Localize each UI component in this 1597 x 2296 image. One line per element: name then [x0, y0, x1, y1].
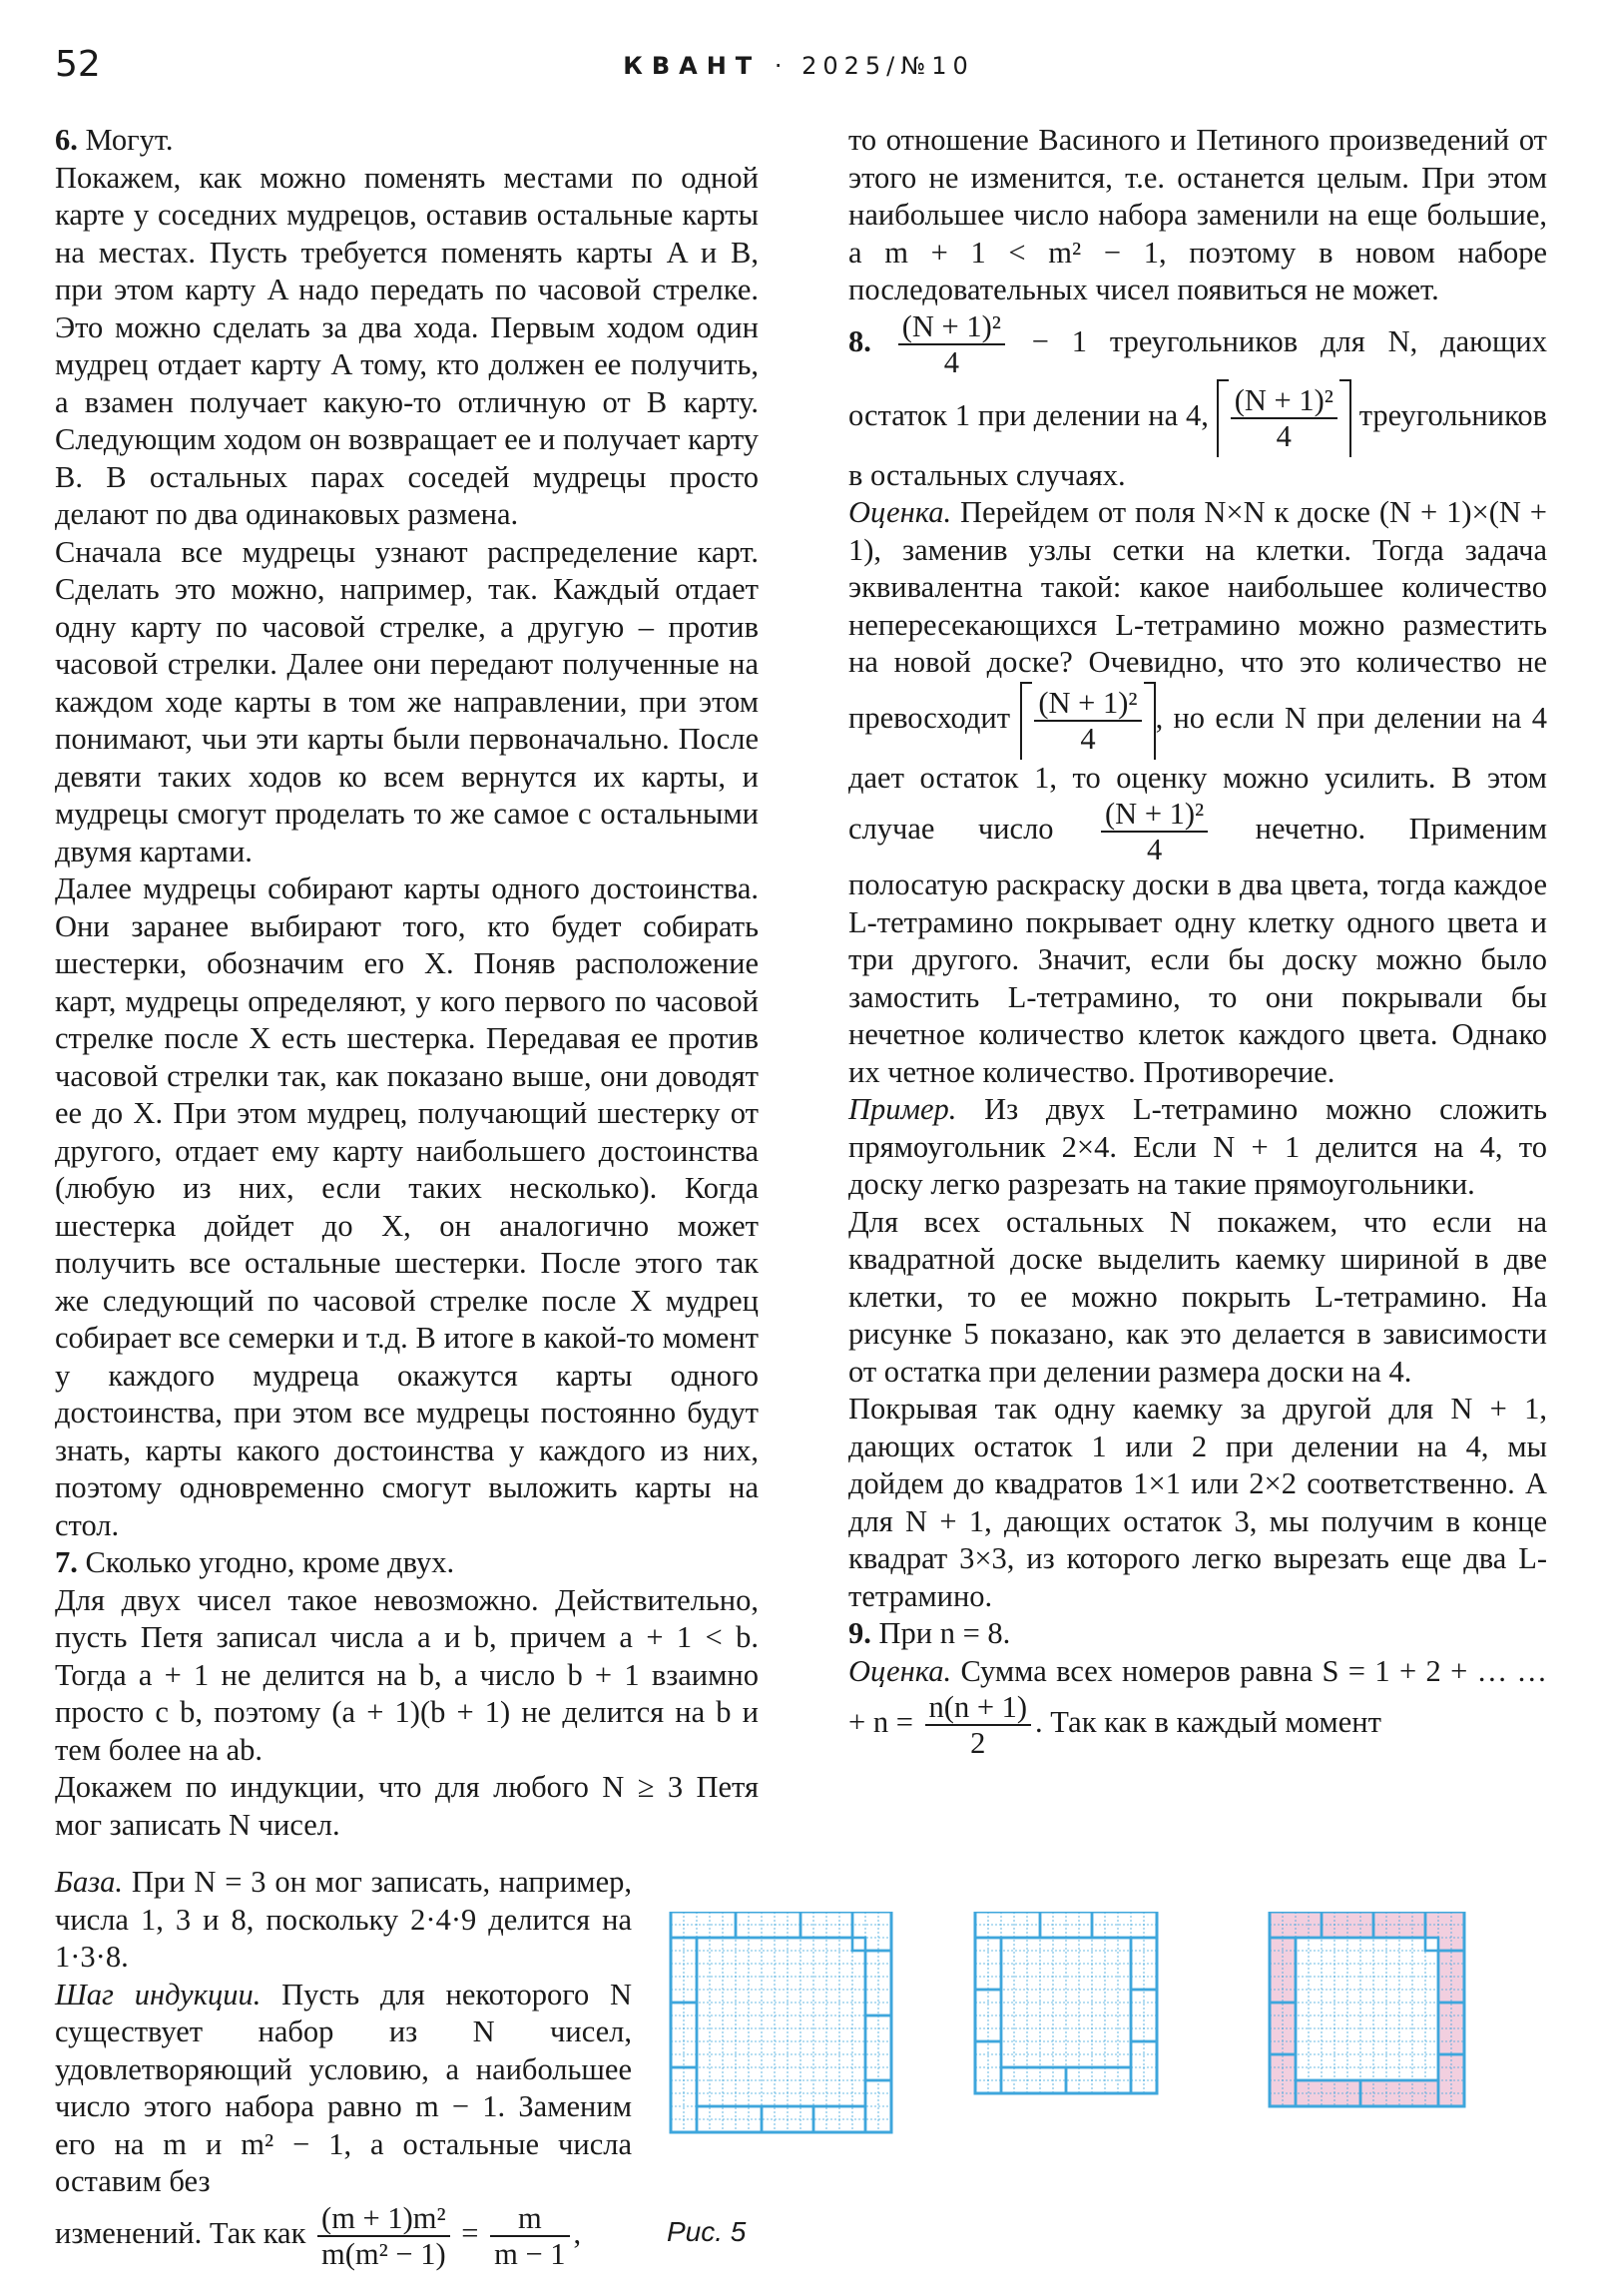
page-number: 52 — [55, 44, 101, 85]
fraction-denominator: m − 1 — [494, 2236, 566, 2271]
answer-6 — [55, 122, 759, 160]
paragraph-text: нечетно. Применим полосатую раскраску доски в два цвета, тогда каждое L-тетрамино покрывает одну клетку одного цвета и три другого. Значит, если бы доску можно было замостить L-тетрамино, то они покрывали бы нечетное количество клеток каждого цвета. Однако их четное количество. Противоречие. — [848, 812, 1548, 1089]
left-column-narrow — [55, 1864, 632, 2271]
figure-caption: Рис. 5 — [667, 2216, 747, 2247]
paragraph — [848, 1653, 1547, 1761]
fraction — [1231, 383, 1337, 453]
left-column — [55, 122, 759, 1844]
fraction — [898, 309, 1005, 379]
answer-7 — [55, 1544, 759, 1582]
term-label: Шаг индукции. — [55, 1977, 262, 2011]
floor-bracket — [1020, 682, 1155, 760]
answer-label: 9. — [848, 1616, 871, 1650]
fraction — [317, 2201, 450, 2271]
fraction-denominator: 4 — [1146, 833, 1163, 866]
paragraph — [55, 2201, 632, 2271]
paragraph: Сначала все мудрецы узнают распределение карт. Сделать это можно, например, так. Каждый отдает одну карту по часовой стрелке, а другую – против часовой стрелки. Далее они передают полученные на каждом ходе карты в том же направлении, при этом понимают, чьи эти карты были первоначально. После девяти таких ходов ко всем вернутся их карты, и мудрецы смогут проделать то же самое с остальными двумя картами. — [55, 534, 759, 868]
fraction-numerator: n(n + 1) — [925, 1690, 1032, 1726]
paragraph-text: Пусть для некоторого N существует набор из N чисел, удовлетворяющий условию, а наибольшее число этого набора равно m − 1. Заменим его на m и m² − 1, а остальные числа оставим без — [55, 1977, 633, 2198]
equals-sign: = — [453, 2215, 487, 2250]
fraction-numerator: (N + 1)² — [1231, 383, 1337, 419]
punctuation: , — [573, 2215, 582, 2250]
fraction-numerator: (N + 1)² — [1034, 686, 1141, 722]
paragraph-text: Из двух L-тетрамино можно сложить прямоугольник 2×4. Если N + 1 делится на 4, то доску легко разрезать на такие прямоугольники. — [848, 1092, 1547, 1201]
paragraph-text: Сумма всех номеров равна S = 1 + 2 + … … + n = — [848, 1653, 1547, 1739]
paragraph-text: − 1 треугольников для N, дающих остаток 1 при делении на 4, — [848, 323, 1547, 432]
fraction — [490, 2201, 569, 2271]
board-border — [1270, 1912, 1464, 2106]
fraction-denominator: 4 — [1276, 418, 1292, 453]
tetromino-outline — [852, 1912, 891, 1951]
fraction-numerator: (N + 1)² — [898, 309, 1005, 345]
paragraph-text: Перейдем от поля N×N к доске (N + 1)×(N + 1), заменив узлы сетки на клетки. Тогда задача эквивалентна такой: какое наибольшее количество непересекающихся L-тетрамино можно разместить на новой доске? Очевидно, что это количество не превосходит — [848, 495, 1547, 735]
paragraph-text: треугольников в остальных случаях. — [848, 397, 1547, 492]
tetromino-outline — [1296, 1938, 1438, 2080]
term-label: Оценка. — [848, 495, 952, 529]
answer-label: 6. — [55, 123, 78, 157]
board-mod-2 — [975, 1912, 1157, 2093]
answer-headline: При n = 8. — [870, 1616, 1011, 1650]
answer-label: 7. — [55, 1545, 78, 1579]
term-label: База. — [55, 1865, 124, 1899]
board-mod-3 — [1270, 1912, 1464, 2106]
paragraph: Для всех остальных N покажем, что если на квадратной доске выделить каемку шириной в две клетки, то ее можно покрыть L-тетрамино. На рисунке 5 показано, как это делается в зависимости от остатка при делении размера доски на 4. — [848, 1204, 1547, 1389]
issue-number: · 2025/№10 — [774, 52, 974, 80]
paragraph: Далее мудрецы собирают карты одного достоинства. Они заранее выбирают того, кто будет собирать шестерки, обозначим его X. Поняв расположение карт, мудрецы определяют, у кого первого по часовой стрелке после X есть шестерка. Передавая ее против часовой стрелки так, как показано выше, они доводят ее до X. При этом мудрец, получающий шестерку от другого, отдает ему карту наибольшего достоинства (любую из них, если таких несколько). Когда шестерка дойдет до X, он аналогично может получить все остальные шестерки. После этого так же следующий по часовой стрелке после X мудрец собирает все семерки и т.д. В итоге в какой-то момент у каждого мудреца окажутся карты одного достоинства, при этом все мудрецы постоянно будут знать, карты какого достоинства у каждого из них, поэтому одновременно смогут выложить карты на стол. — [55, 871, 759, 1542]
fraction — [1034, 686, 1141, 756]
paragraph — [848, 1091, 1547, 1204]
term-label: Оценка. — [848, 1653, 952, 1688]
fraction-denominator: 4 — [1080, 721, 1096, 756]
right-column — [848, 122, 1547, 1760]
answer-headline: Сколько угодно, кроме двух. — [77, 1545, 455, 1579]
floor-bracket — [1217, 379, 1351, 457]
fraction-numerator: (m + 1)m² — [317, 2201, 450, 2237]
paragraph: Для двух чисел такое невозможно. Действительно, пусть Петя записал числа a и b, причем a + 1 < b. Тогда a + 1 не делится на b, а число b + 1 взаимно просто с b, поэтому (a + 1)(b + 1) не делится на b и тем более на ab. — [55, 1582, 759, 1767]
paragraph: Покажем, как можно поменять местами по одной карте у соседних мудрецов, оставив остальные карты на местах. Пусть требуется поменять карты A и B, при этом карту A надо передать по часовой стрелке. Это можно сделать за два хода. Первым ходом один мудрец отдает карту A тому, кто должен ее получить, а взамен получает какую-то отличную от B карту. Следующим ходом он возвращает ее и получает карту B. В остальных парах соседей мудрецы просто делают по два одинаковых размена. — [55, 160, 759, 531]
paragraph-text: При N = 3 он мог записать, например, числа 1, 3 и 8, поскольку 2·4·9 делится на 1·3·8. — [55, 1865, 632, 1974]
answer-label: 8. — [848, 323, 871, 358]
fraction — [1101, 797, 1208, 866]
journal-title: КВАНТ — [623, 52, 762, 80]
paragraph-text: изменений. Так как — [55, 2215, 314, 2250]
running-head — [55, 52, 1542, 80]
page-header — [55, 44, 1542, 84]
answer-9 — [848, 1615, 1547, 1653]
paragraph-text: . Так как в каждый момент — [1035, 1705, 1381, 1739]
answer-8 — [848, 309, 1547, 495]
board-border — [671, 1912, 891, 2132]
fraction-denominator: m(m² − 1) — [321, 2236, 446, 2271]
paragraph: Покрывая так одну каемку за другой для N + 1, дающих остаток 1 или 2 при делении на 4, мы дойдем до квадратов 1×1 или 2×2 соответственно. А для N + 1, дающих остаток 3, мы получим в конце квадрат 3×3, из которого легко вырезать еще два L-тетрамино. — [848, 1392, 1547, 1613]
fraction — [925, 1690, 1032, 1760]
tetromino-outline — [697, 1938, 865, 2106]
term-label: Пример. — [848, 1092, 957, 1126]
paragraph — [55, 1977, 632, 2201]
paragraph: Докажем по индукции, что для любого N ≥ 3 Петя мог записать N чисел. — [55, 1770, 759, 1842]
fraction-denominator: 4 — [943, 344, 959, 379]
paragraph: то отношение Васиного и Петиного произведений от этого не изменится, т.е. останется целым. При этом наибольшее число набора заменили на еще большие, а m + 1 < m² − 1, поэтому в новом наборе последовательных чисел появиться не может. — [848, 123, 1547, 306]
board-mod-1 — [671, 1912, 891, 2132]
figure-5-boards — [659, 1912, 1557, 2181]
fraction-numerator: m — [490, 2201, 569, 2237]
paragraph — [848, 494, 1547, 1091]
paragraph-text: , но если N при делении на 4 дает остаток 1, то оценку можно усилить. В этом случае число — [848, 700, 1547, 846]
paragraph — [55, 1864, 632, 1977]
fraction-denominator: 2 — [970, 1726, 986, 1760]
answer-headline: Могут. — [77, 123, 174, 157]
fraction-numerator: (N + 1)² — [1101, 797, 1208, 833]
